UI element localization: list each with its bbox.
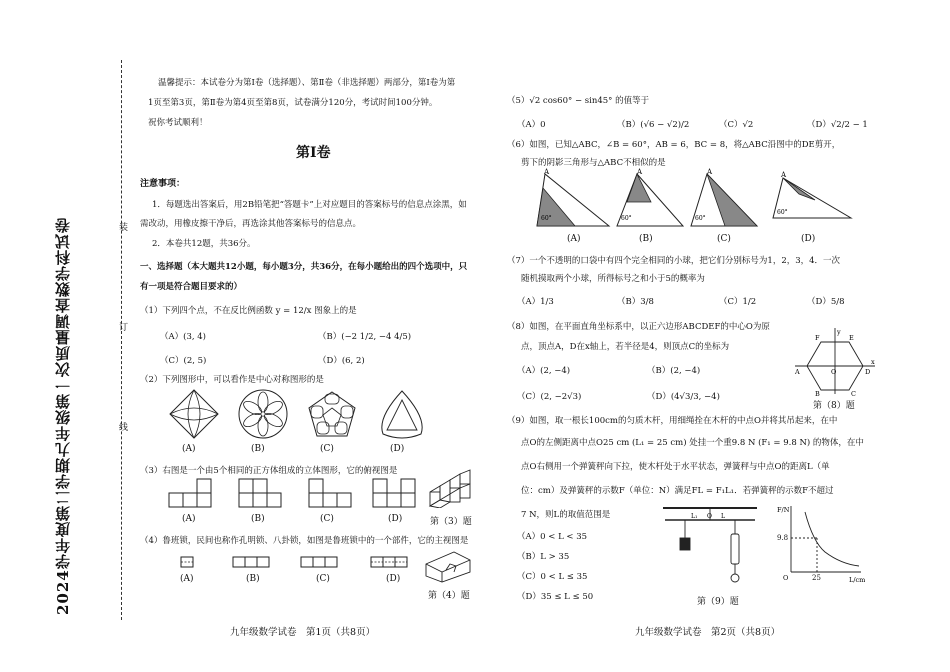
q9-graph-y-tick: 9.8 [777,534,789,542]
q4-option-d-figure [370,556,410,568]
q2-label-b: (B) [251,444,265,454]
q1-option-a: （A）(3, 4) [160,332,206,342]
svg-text:O: O [831,368,837,376]
q3-stem: （3）右图是一个由5个相同的正方体组成的立体图形，它的俯视图是 [140,466,398,476]
q7-stem-1: （7）一个不透明的口袋中有四个完全相同的小球，把它们分别标号为1，2，3，4．一次 [507,256,841,266]
q1-stem-a: （1）下列四个点，不在反比例函数 [140,306,273,316]
svg-text:A: A [544,168,550,176]
q7-option-c: （C）1/2 [719,297,757,307]
q3-option-c-figure [308,478,358,510]
q9-line-1: （9）如图，取一根长100cm的匀质木杆，用细绳拴在木杆的中点O并将其吊起来，在中 [507,416,838,426]
q7-option-b: （B）3/8 [617,297,654,307]
q1-stem-b: 图象上的是 [314,306,357,316]
svg-text:E: E [849,334,854,342]
q6-figure-d [769,168,855,232]
svg-text:L: L [721,513,725,520]
q9-option-d: （D）35 ≤ L ≤ 50 [517,592,594,602]
q6-stem-1: （6）如图，已知△ABC，∠B = 60°，AB = 6，BC = 8，将△ABC沿图中的DE剪开， [507,140,841,150]
q9-line-4: 位：cm）及弹簧秤的示数F（单位：N）满足FL = F₁L₁．若弹簧秤的示数F不超过 [521,486,834,496]
attention-item-1b: 需改动，用橡皮擦干净后，再选涂其他答案标号的信息点。 [140,219,362,229]
q2-label-d: (D) [390,444,405,454]
part1-title-2: 有一项是符合题目要求的） [140,282,243,292]
q8-option-c: （C）(2, −2√3) [517,392,582,402]
q9-caption: 第（9）题 [697,597,739,607]
attention-title: 注意事项： [140,179,186,189]
q5-option-b: （B）(√6 − √2)/2 [617,120,690,130]
q7-option-a: （A）1/3 [517,297,554,307]
right-page [475,0,950,672]
q3-label-d: (D) [388,514,403,524]
q3-option-b-figure [238,478,288,510]
svg-text:A: A [707,168,713,176]
q8-stem-1: （8）如图，在平面直角坐标系中，以正六边形ABCDEF的中心O为原 [507,322,770,332]
q8-stem-2: 点，顶点A，D在x轴上，若半径是4，则顶点C的坐标为 [521,342,730,352]
q1-option-b: （B）(−2 1/2, −4 4/5) [318,332,412,342]
q2-figure-d [375,388,429,440]
q2-stem: （2）下列图形中，可以看作是中心对称图形的是 [140,375,324,385]
svg-text:A: A [795,368,800,376]
q6-label-c: (C) [717,234,731,244]
q5-option-d: （D）√2/2 − 1 [807,120,868,130]
notice-line-3: 祝你考试顺利！ [148,118,208,128]
svg-text:L/cm: L/cm [849,576,865,584]
svg-text:60°: 60° [695,215,706,222]
q4-label-a: (A) [180,574,194,584]
q4-label-d: (D) [386,574,401,584]
q9-option-c: （C）0 < L ≤ 35 [517,572,588,582]
q2-figure-c [305,388,359,440]
q5-stem: （5）√2 cos60° − sin45° 的值等于 [507,96,650,106]
q3-option-d-figure [372,478,422,510]
part1-title-1: 一、选择题（本大题共12小题，每小题3分，共36分，在每小题给出的四个选项中，只 [140,262,468,272]
q2-label-a: (A) [182,444,196,454]
notice-line-1: 温馨提示：本试卷分为第Ⅰ卷（选择题）、第Ⅱ卷（非选择题）两部分，第Ⅰ卷为第 [158,78,456,88]
svg-text:60°: 60° [621,215,632,222]
q9-line-2: 点O的左侧距离中点O25 cm (L₁ = 25 cm) 处挂一个重9.8 N (F₁ = 9.8 N) 的物体，在中 [521,438,864,448]
svg-text:x: x [871,358,875,366]
svg-text:y: y [837,328,841,336]
q8-option-d: （D）(4√3/3, −4) [647,392,720,402]
q9-option-a: （A）0 < L < 35 [517,532,588,542]
q2-figure-b [237,388,289,440]
svg-text:60°: 60° [777,209,788,216]
q9-graph-x-tick: 25 [812,574,821,582]
svg-text:60°: 60° [541,215,552,222]
section-title: 第Ⅰ卷 [296,145,331,161]
q9-lever-figure [661,506,759,592]
q3-label-a: (A) [182,514,196,524]
q3-caption: 第（3）题 [430,517,472,527]
side-title: 2024学年度第二学期九年级第一次质量调查数学科试卷 [54,217,72,615]
binding-label-1: 装 [117,222,127,231]
footer-left: 九年级数学试卷 第1页（共8页） [230,627,376,638]
svg-text:C: C [851,390,856,396]
q7-option-d: （D）5/8 [807,297,845,307]
svg-text:D: D [865,368,871,376]
q2-figure-a [168,388,220,440]
svg-text:A: A [781,171,787,179]
binding-label-3: 线 [117,422,127,431]
q3-label-b: (B) [251,514,265,524]
svg-text:A: A [637,168,643,176]
q2-label-c: (C) [320,444,334,454]
q6-stem-2: 剪下的阴影三角形与△ABC不相似的是 [521,158,666,168]
q7-stem-2: 随机摸取两个小球，所得标号之和小于5的概率为 [521,274,705,284]
q6-figure-c [689,168,759,232]
svg-text:B: B [815,390,820,396]
q3-label-c: (C) [320,514,334,524]
svg-text:O: O [783,574,789,582]
q4-label-c: (C) [316,574,330,584]
q9-option-b: （B）L > 35 [517,552,570,562]
attention-item-1a: 1．每题选出答案后，用2B铅笔把“答题卡”上对应题目的答案标号的信息点涂黑，如 [152,200,467,210]
q4-stem: （4）鲁班锁，民间也称作孔明锁、八卦锁，如图是鲁班锁中的一个部件，它的主视图是 [140,536,469,546]
svg-text:L₁: L₁ [691,513,698,520]
q4-lock-figure [424,550,474,584]
q8-caption: 第（8）题 [813,401,855,411]
q4-caption: 第（4）题 [428,591,470,601]
q6-label-d: (D) [801,234,816,244]
q4-option-a-figure [180,556,194,568]
q6-label-b: (B) [639,234,653,244]
q1-stem [140,304,357,316]
svg-text:F/N: F/N [777,506,790,514]
binding-line [121,60,122,620]
q6-figure-b [615,168,685,232]
q8-option-a: （A）(2, −4) [517,366,571,376]
q1-function: y = 12/x [275,306,312,316]
attention-item-2: 2．本卷共12题，共36分。 [152,239,256,249]
q5-option-c: （C）√2 [719,120,754,130]
q1-option-d: （D）(6, 2) [318,356,365,366]
q8-hexagon-figure [793,326,877,396]
q1-option-c: （C）(2, 5) [160,356,207,366]
footer-right: 九年级数学试卷 第2页（共8页） [635,627,781,638]
q9-line-3: 点O右侧用一个弹簧秤向下拉，使木杆处于水平状态，弹簧秤与中点O的距离L（单 [521,462,830,472]
q4-option-b-figure [232,556,272,568]
q4-option-c-figure [300,556,340,568]
binding-label-2: 订 [117,322,127,331]
q9-line-5: 7 N，则L的取值范围是 [521,510,611,520]
q3-option-a-figure [168,478,218,510]
q5-option-a: （A）0 [517,120,546,130]
notice-line-2: 1页至第3页，第Ⅱ卷为第4页至第8页，试卷满分120分，考试时间100分钟。 [148,98,438,108]
svg-text:O: O [707,513,712,520]
svg-text:F: F [815,334,820,342]
q3-solid-figure [428,468,474,508]
q4-label-b: (B) [246,574,260,584]
q6-figure-a [535,168,611,232]
q6-label-a: (A) [567,234,581,244]
q8-option-b: （B）(2, −4) [647,366,701,376]
